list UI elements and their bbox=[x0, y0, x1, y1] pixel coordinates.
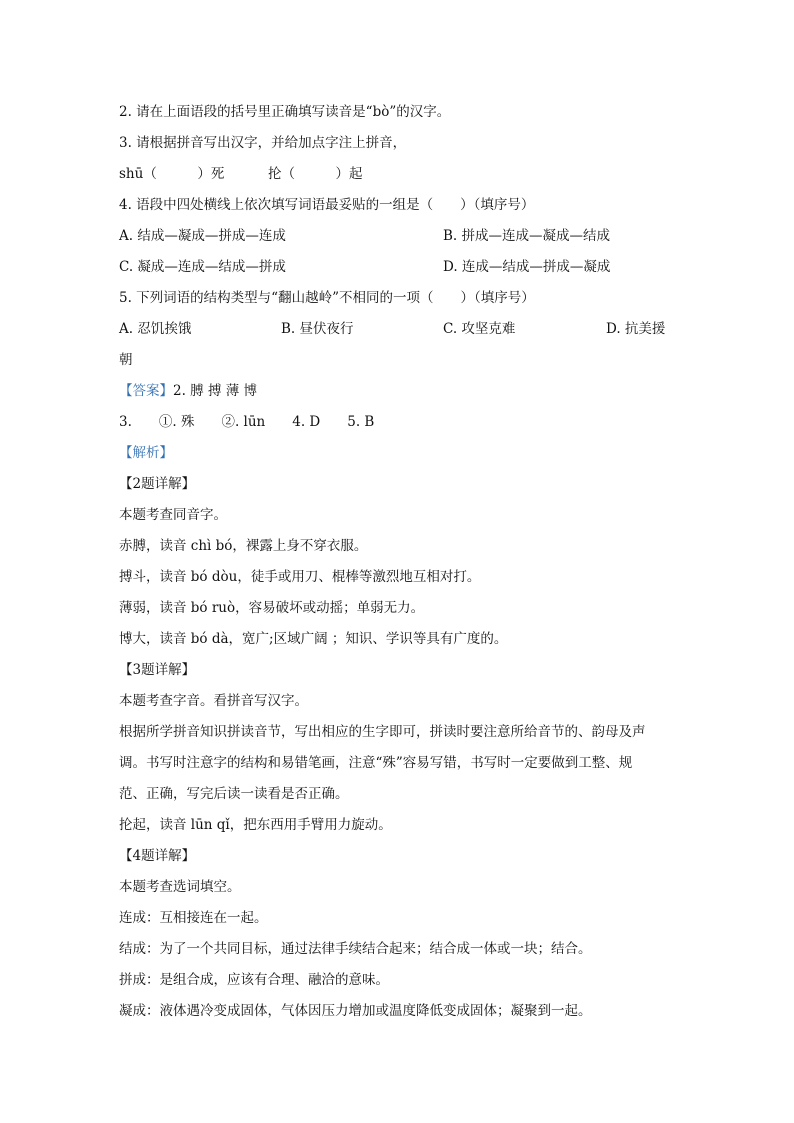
q4-option-b: B. 拼成—连成—凝成—结成 bbox=[443, 228, 611, 244]
analysis-tag: 【解析】 bbox=[119, 445, 173, 461]
q4-option-a: A. 结成—凝成—拼成—连成 bbox=[119, 228, 286, 244]
q3-detail-line: 范、正确，写完后读一读看是否正确。 bbox=[119, 786, 349, 802]
q5-option-d-wrap: 朝 bbox=[119, 352, 133, 368]
q5-option-a: A. 忍饥挨饿 bbox=[119, 321, 192, 337]
q2-detail-line: 赤膊，读音 chì bó，裸露上身不穿衣服。 bbox=[119, 538, 368, 554]
q4-detail-line: 结成：为了一个共同目标，通过法律手续结合起来；结合成一体或一块；结合。 bbox=[119, 941, 592, 957]
q2-detail-line: 本题考查同音字。 bbox=[119, 507, 227, 523]
q5-option-b: B. 昼伏夜行 bbox=[281, 321, 354, 337]
q3-detail-line: 根据所学拼音知识拼读音节，写出相应的生字即可，拼读时要注意所给音节的、韵母及声 bbox=[119, 724, 646, 740]
question-2: 2. 请在上面语段的括号里正确填写读音是“bò”的汉字。 bbox=[119, 104, 451, 120]
q3-blank-1: shū（ ）死 bbox=[119, 166, 225, 182]
q3-detail-line: 抡起，读音 lūn qǐ，把东西用手臂用力旋动。 bbox=[119, 817, 392, 833]
q4-option-c: C. 凝成—连成—结成—拼成 bbox=[119, 259, 286, 275]
q4-detail-line: 本题考查选词填空。 bbox=[119, 879, 241, 895]
answer-line-1 bbox=[119, 381, 257, 401]
q2-detail-heading: 【2题详解】 bbox=[119, 476, 196, 492]
question-3: 3. 请根据拼音写出汉字，并给加点字注上拼音， bbox=[119, 135, 407, 151]
q3-detail-heading: 【3题详解】 bbox=[119, 662, 196, 678]
q5-option-d: D. 抗美援 bbox=[606, 321, 666, 337]
q2-detail-line: 搏斗，读音 bó dòu，徒手或用刀、棍棒等激烈地互相对打。 bbox=[119, 569, 481, 585]
q4-detail-line: 拼成：是组合成，应该有合理、融洽的意味。 bbox=[119, 972, 389, 988]
q4-detail-line: 凝成：液体遇冷变成固体，气体因压力增加或温度降低变成固体；凝聚到一起。 bbox=[119, 1003, 592, 1019]
q2-detail-line: 博大，读音 bó dà，宽广;区域广阔 ；知识、学识等具有广度的。 bbox=[119, 631, 508, 647]
q3-detail-line: 调。书写时注意字的结构和易错笔画，注意“殊”容易写错，书写时一定要做到工整、规 bbox=[119, 755, 633, 771]
q3-blank-2: 抡（ ）起 bbox=[268, 166, 363, 182]
q4-detail-heading: 【4题详解】 bbox=[119, 848, 196, 864]
question-4: 4. 语段中四处横线上依次填写词语最妥贴的一组是（ ）（填序号） bbox=[119, 197, 535, 213]
answer-line-2: 3. ①. 殊 ②. lūn 4. D 5. B bbox=[119, 414, 375, 430]
q2-detail-line: 薄弱，读音 bó ruò，容易破坏或动摇；单弱无力。 bbox=[119, 600, 425, 616]
question-5: 5. 下列词语的结构类型与“翻山越岭”不相同的一项（ ）（填序号） bbox=[119, 290, 535, 306]
q5-option-c: C. 攻坚克难 bbox=[443, 321, 516, 337]
q3-detail-line: 本题考查字音。看拼音写汉字。 bbox=[119, 693, 308, 709]
q4-detail-line: 连成：互相接连在一起。 bbox=[119, 910, 268, 926]
q4-option-d: D. 连成—结成—拼成—凝成 bbox=[443, 259, 611, 275]
answer-text-1: 2. 膊 搏 薄 博 bbox=[173, 383, 258, 399]
answer-tag: 【答案】 bbox=[119, 383, 173, 399]
